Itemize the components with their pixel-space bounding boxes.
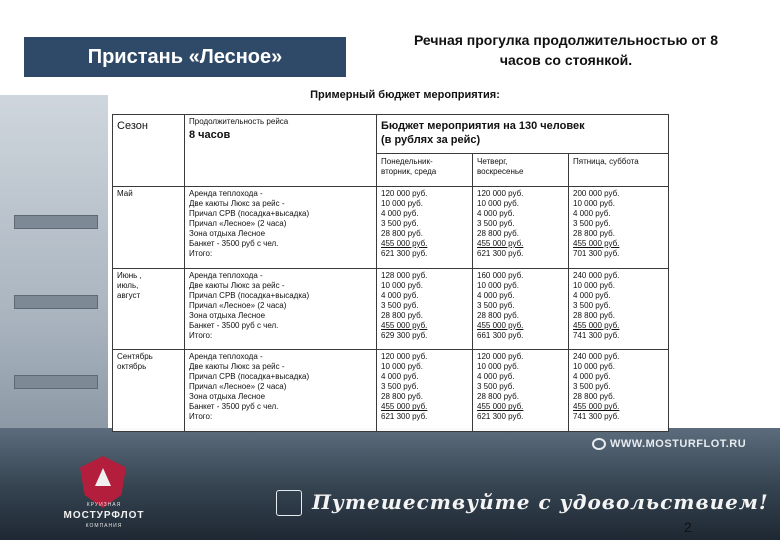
price-value: 200 000 руб. [573, 188, 620, 198]
item-label: Две каюты Люкс за рейс - [189, 280, 285, 290]
season-header: Сезон [113, 115, 185, 187]
price-cell [569, 186, 669, 268]
price-value: 4 000 руб. [381, 372, 419, 382]
item-label: Зона отдыха Лесное [189, 310, 266, 320]
price-value: 3 500 руб. [573, 218, 611, 228]
price-value: 28 800 руб. [477, 392, 519, 402]
price-value: 4 000 руб. [477, 290, 515, 300]
price-value: 3 500 руб. [573, 382, 611, 392]
ship-window [14, 215, 98, 229]
emblem-icon [276, 490, 302, 516]
price-cell [473, 268, 569, 350]
price-value: 10 000 руб. [573, 280, 615, 290]
price-value: 10 000 руб. [573, 362, 615, 372]
page-title: Пристань «Лесное» [24, 37, 346, 77]
item-label: Причал СРВ (посадка+высадка) [189, 290, 310, 300]
items-cell [185, 268, 377, 350]
price-value: 28 800 руб. [381, 310, 423, 320]
item-label: Аренда теплохода - [189, 352, 263, 362]
item-label: Аренда теплохода - [189, 270, 263, 280]
budget-table-grid [112, 114, 669, 432]
total-value: 621 300 руб. [381, 248, 428, 258]
total-value: 661 300 руб. [477, 330, 524, 340]
price-value: 120 000 руб. [477, 352, 524, 362]
item-label: Банкет - 3500 руб с чел. [189, 320, 279, 330]
item-label: Итого: [189, 330, 213, 340]
price-cell [377, 268, 473, 350]
duration-header: Продолжительность рейса 8 часов [185, 115, 377, 187]
price-value: 120 000 руб. [477, 188, 524, 198]
price-value: 4 000 руб. [573, 372, 611, 382]
price-value: 3 500 руб. [381, 382, 419, 392]
price-cell [569, 350, 669, 432]
page-number: 2 [684, 519, 692, 535]
price-value: 455 000 руб. [381, 320, 428, 330]
brand-name: МОСТУРФЛОТ [63, 510, 145, 521]
day-group-header: Понедельник- вторник, среда [377, 154, 473, 187]
price-value: 4 000 руб. [477, 372, 515, 382]
item-label: Причал СРВ (посадка+высадка) [189, 372, 310, 382]
season-cell: Май [113, 186, 185, 268]
page-subtitle: Речная прогулка продолжительностью от 8 часов со стоянкой. [413, 32, 719, 68]
price-value: 4 000 руб. [573, 290, 611, 300]
price-value: 4 000 руб. [381, 290, 419, 300]
items-cell [185, 186, 377, 268]
price-value: 10 000 руб. [573, 198, 615, 208]
total-value: 741 300 руб. [573, 330, 620, 340]
price-cell [569, 268, 669, 350]
price-value: 10 000 руб. [477, 280, 519, 290]
price-value: 10 000 руб. [381, 198, 423, 208]
item-label: Зона отдыха Лесное [189, 392, 266, 402]
total-value: 741 300 руб. [573, 412, 620, 422]
price-value: 160 000 руб. [477, 270, 524, 280]
price-value: 455 000 руб. [381, 238, 428, 248]
price-value: 28 800 руб. [573, 392, 615, 402]
price-value: 28 800 руб. [477, 228, 519, 238]
table-row [113, 186, 669, 268]
price-value: 28 800 руб. [381, 392, 423, 402]
website-link[interactable]: WWW.MOSTURFLOT.RU [610, 438, 747, 450]
season-cell: Сентябрь октябрь [113, 350, 185, 432]
price-value: 3 500 руб. [381, 300, 419, 310]
brand-tagline-bottom: КОМПАНИЯ [85, 523, 123, 529]
price-value: 28 800 руб. [381, 228, 423, 238]
items-cell [185, 350, 377, 432]
item-label: Аренда теплохода - [189, 188, 263, 198]
price-value: 455 000 руб. [477, 320, 524, 330]
price-value: 3 500 руб. [477, 382, 515, 392]
price-value: 3 500 руб. [381, 218, 419, 228]
price-value: 28 800 руб. [573, 310, 615, 320]
table-row [113, 350, 669, 432]
brand-tagline-top: КРУИЗНАЯ [86, 502, 122, 508]
table-row [113, 268, 669, 350]
budget-title: Примерный бюджет мероприятия: [310, 89, 500, 101]
day-group-header: Четверг, воскресенье [473, 154, 569, 187]
ship-window [14, 375, 98, 389]
price-cell [377, 350, 473, 432]
price-cell [377, 186, 473, 268]
price-value: 3 500 руб. [573, 300, 611, 310]
slogan: Путешествуйте с удовольствием! [312, 490, 769, 514]
price-value: 10 000 руб. [477, 198, 519, 208]
price-value: 4 000 руб. [573, 208, 611, 218]
price-value: 10 000 руб. [381, 362, 423, 372]
item-label: Причал «Лесное» (2 часа) [189, 300, 287, 310]
item-label: Банкет - 3500 руб с чел. [189, 238, 279, 248]
total-value: 701 300 руб. [573, 248, 620, 258]
item-label: Банкет - 3500 руб с чел. [189, 402, 279, 412]
price-value: 455 000 руб. [573, 238, 620, 248]
price-value: 3 500 руб. [477, 300, 515, 310]
item-label: Причал «Лесное» (2 часа) [189, 218, 287, 228]
ship-window [14, 295, 98, 309]
price-value: 455 000 руб. [573, 402, 620, 412]
globe-icon [592, 438, 606, 450]
price-value: 128 000 руб. [381, 270, 428, 280]
total-value: 621 300 руб. [477, 412, 524, 422]
price-value: 10 000 руб. [477, 362, 519, 372]
price-value: 455 000 руб. [573, 320, 620, 330]
price-value: 455 000 руб. [381, 402, 428, 412]
price-value: 3 500 руб. [477, 218, 515, 228]
price-value: 455 000 руб. [477, 402, 524, 412]
total-value: 621 300 руб. [381, 412, 428, 422]
price-value: 120 000 руб. [381, 188, 428, 198]
total-value: 621 300 руб. [477, 248, 524, 258]
season-cell: Июнь , июль, август [113, 268, 185, 350]
price-cell [473, 186, 569, 268]
price-value: 240 000 руб. [573, 352, 620, 362]
item-label: Две каюты Люкс за рейс - [189, 362, 285, 372]
item-label: Причал «Лесное» (2 часа) [189, 382, 287, 392]
price-value: 10 000 руб. [381, 280, 423, 290]
budget-table [112, 114, 668, 432]
price-value: 28 800 руб. [477, 310, 519, 320]
item-label: Зона отдыха Лесное [189, 228, 266, 238]
day-group-header: Пятница, суббота [569, 154, 669, 187]
price-cell [473, 350, 569, 432]
price-value: 120 000 руб. [381, 352, 428, 362]
item-label: Две каюты Люкс за рейс - [189, 198, 285, 208]
price-value: 455 000 руб. [477, 238, 524, 248]
price-value: 4 000 руб. [381, 208, 419, 218]
budget-header: Бюджет мероприятия на 130 человек (в рублях за рейс) [377, 115, 669, 154]
item-label: Причал СРВ (посадка+высадка) [189, 208, 310, 218]
total-value: 629 300 руб. [381, 330, 428, 340]
item-label: Итого: [189, 248, 213, 258]
price-value: 4 000 руб. [477, 208, 515, 218]
item-label: Итого: [189, 412, 213, 422]
price-value: 28 800 руб. [573, 228, 615, 238]
price-value: 240 000 руб. [573, 270, 620, 280]
